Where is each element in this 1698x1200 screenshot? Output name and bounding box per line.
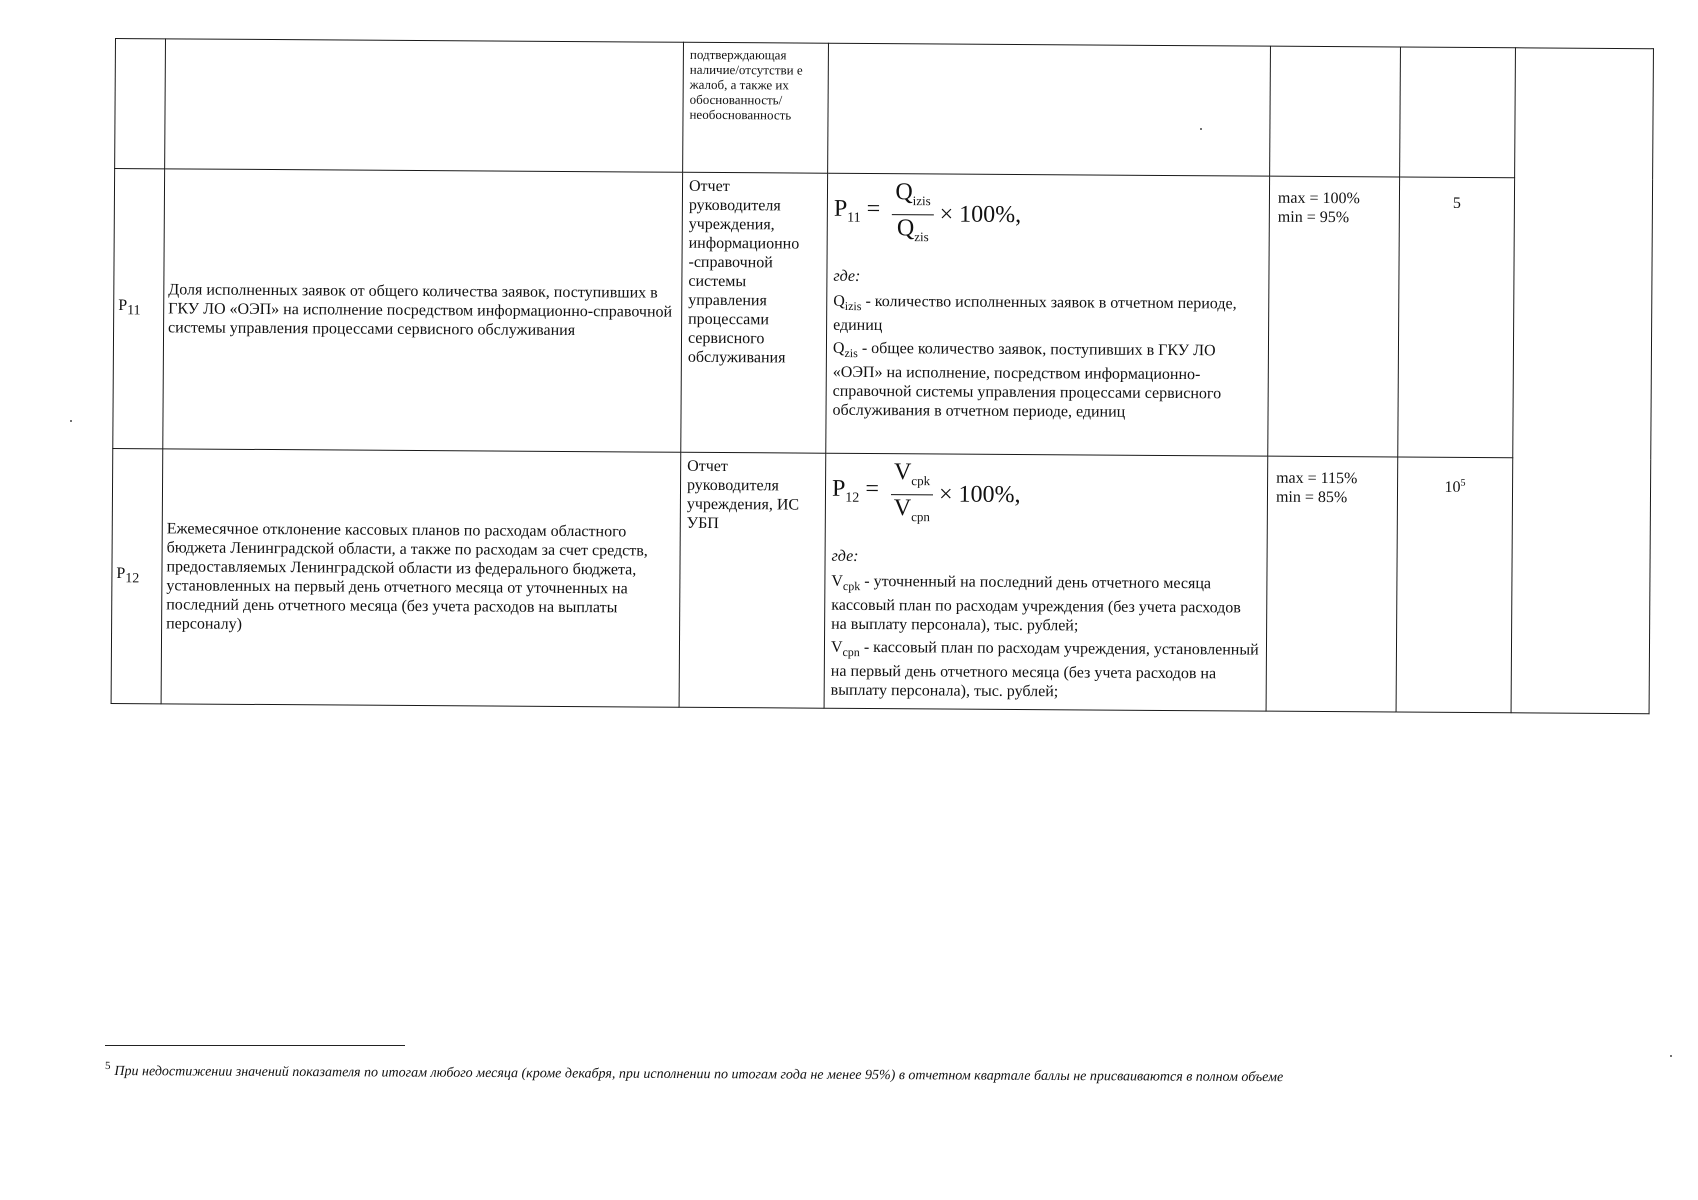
extra-cell — [1511, 48, 1653, 714]
limits-cell — [1268, 176, 1400, 457]
limits-cell — [1266, 456, 1398, 712]
footnote-text: При недостижении значений показателя по итогам любого месяца (кроме декабря, при исполнении по итогам года не менее 95%) в отчетном квартале баллы не присваиваются в полном объеме — [114, 1064, 1284, 1086]
limits-cell — [1270, 46, 1401, 177]
max-value: max = 100% — [1277, 189, 1360, 208]
name-cell — [165, 39, 684, 172]
min-value: min = 85% — [1275, 488, 1348, 507]
max-value: max = 115% — [1276, 469, 1358, 488]
score-value: 5 — [1452, 194, 1461, 212]
definition-1: $Q_{izis}$ - количество исполненных заявок в отчетном периоде, единиц — [833, 292, 1237, 334]
formula: $P_{11}$ = $\frac{Q_{izis}}{Q_{zis}}$ × 100%, — [834, 180, 1263, 251]
table-row-p12 — [111, 448, 1651, 713]
definition-2: $Q_{zis}$ - общее количество заявок, поступивших в ГКУ ЛО «ОЭП» на исполнение, посредством информационно-справочной системы управления процессами сервисного обслуживания в отчетном периоде, единиц — [832, 339, 1222, 421]
source-text: подтверждающая наличие/отсутстви е жалоб, а также их обоснованность/ необоснованность — [689, 46, 803, 123]
formula-cell — [826, 173, 1270, 456]
indicator-code: $P_{12}$ — [111, 448, 163, 703]
formula: $P_{12}$ = $\frac{V_{cpk}}{V_{cpn}}$ × 100%, — [832, 460, 1261, 531]
footnote — [105, 1060, 1605, 1088]
indicator-table-sheet — [110, 38, 1653, 748]
where-label: где: — [833, 267, 861, 285]
source-cell — [681, 172, 828, 453]
score-cell — [1400, 47, 1516, 178]
scan-speck — [1200, 128, 1202, 130]
formula-cell — [828, 43, 1271, 176]
indicator-table — [111, 38, 1654, 714]
footnote-divider — [105, 1045, 405, 1046]
fraction: $\frac{V_{cpk}}{V_{cpn}}$ — [891, 460, 934, 529]
table-row-continuation — [115, 39, 1654, 179]
fraction: $\frac{Q_{izis}}{Q_{zis}}$ — [892, 180, 934, 249]
where-label: где: — [831, 547, 859, 565]
indicator-code: $P_{11}$ — [113, 169, 165, 449]
indicator-name: Доля исполненных заявок от общего количества заявок, поступивших в ГКУ ЛО «ОЭП» на исполнение посредством информационно-справочной системы управления процессами сервисного обслуживания — [163, 169, 683, 452]
score-value: $10^5$ — [1444, 477, 1466, 497]
definition-1: $V_{cpk}$ - уточненный на последний день отчетного месяца кассовый план по расходам учреждения (без учета расходов на выплату персонала), тыс. рублей; — [831, 572, 1241, 635]
formula-cell — [824, 453, 1268, 711]
source-cell — [679, 452, 826, 708]
code-cell — [115, 39, 166, 169]
indicator-name: Ежемесячное отклонение кассовых планов по расходам областного бюджета Ленинградской области, а также по расходам за счет средств, предоставляемых Ленинградской области из федерального бюджета, установленных на первый день отчетного месяца от уточненных на последний день отчетного месяца (без учета расходов на выплаты персоналу) — [161, 449, 681, 707]
footnote-mark: 5 — [104, 1060, 111, 1073]
source-text: Отчет руководителя учреждения, ИС УБП — [686, 457, 800, 533]
score-cell — [1398, 177, 1515, 458]
source-text: Отчет руководителя учреждения, информационно -справочной системы управления процессами сервисного обслуживания — [687, 177, 800, 367]
min-value: min = 95% — [1277, 208, 1350, 227]
source-cell — [683, 42, 829, 173]
definition-2: $V_{cpn}$ - кассовый план по расходам учреждения, установленный на первый день отчетного месяца (без учета расходов на выплату персонала), тыс. рублей; — [830, 638, 1259, 701]
scan-speck — [1670, 1055, 1672, 1057]
score-cell — [1396, 457, 1513, 713]
scan-speck — [70, 420, 72, 422]
table-row-p11 — [113, 169, 1653, 459]
